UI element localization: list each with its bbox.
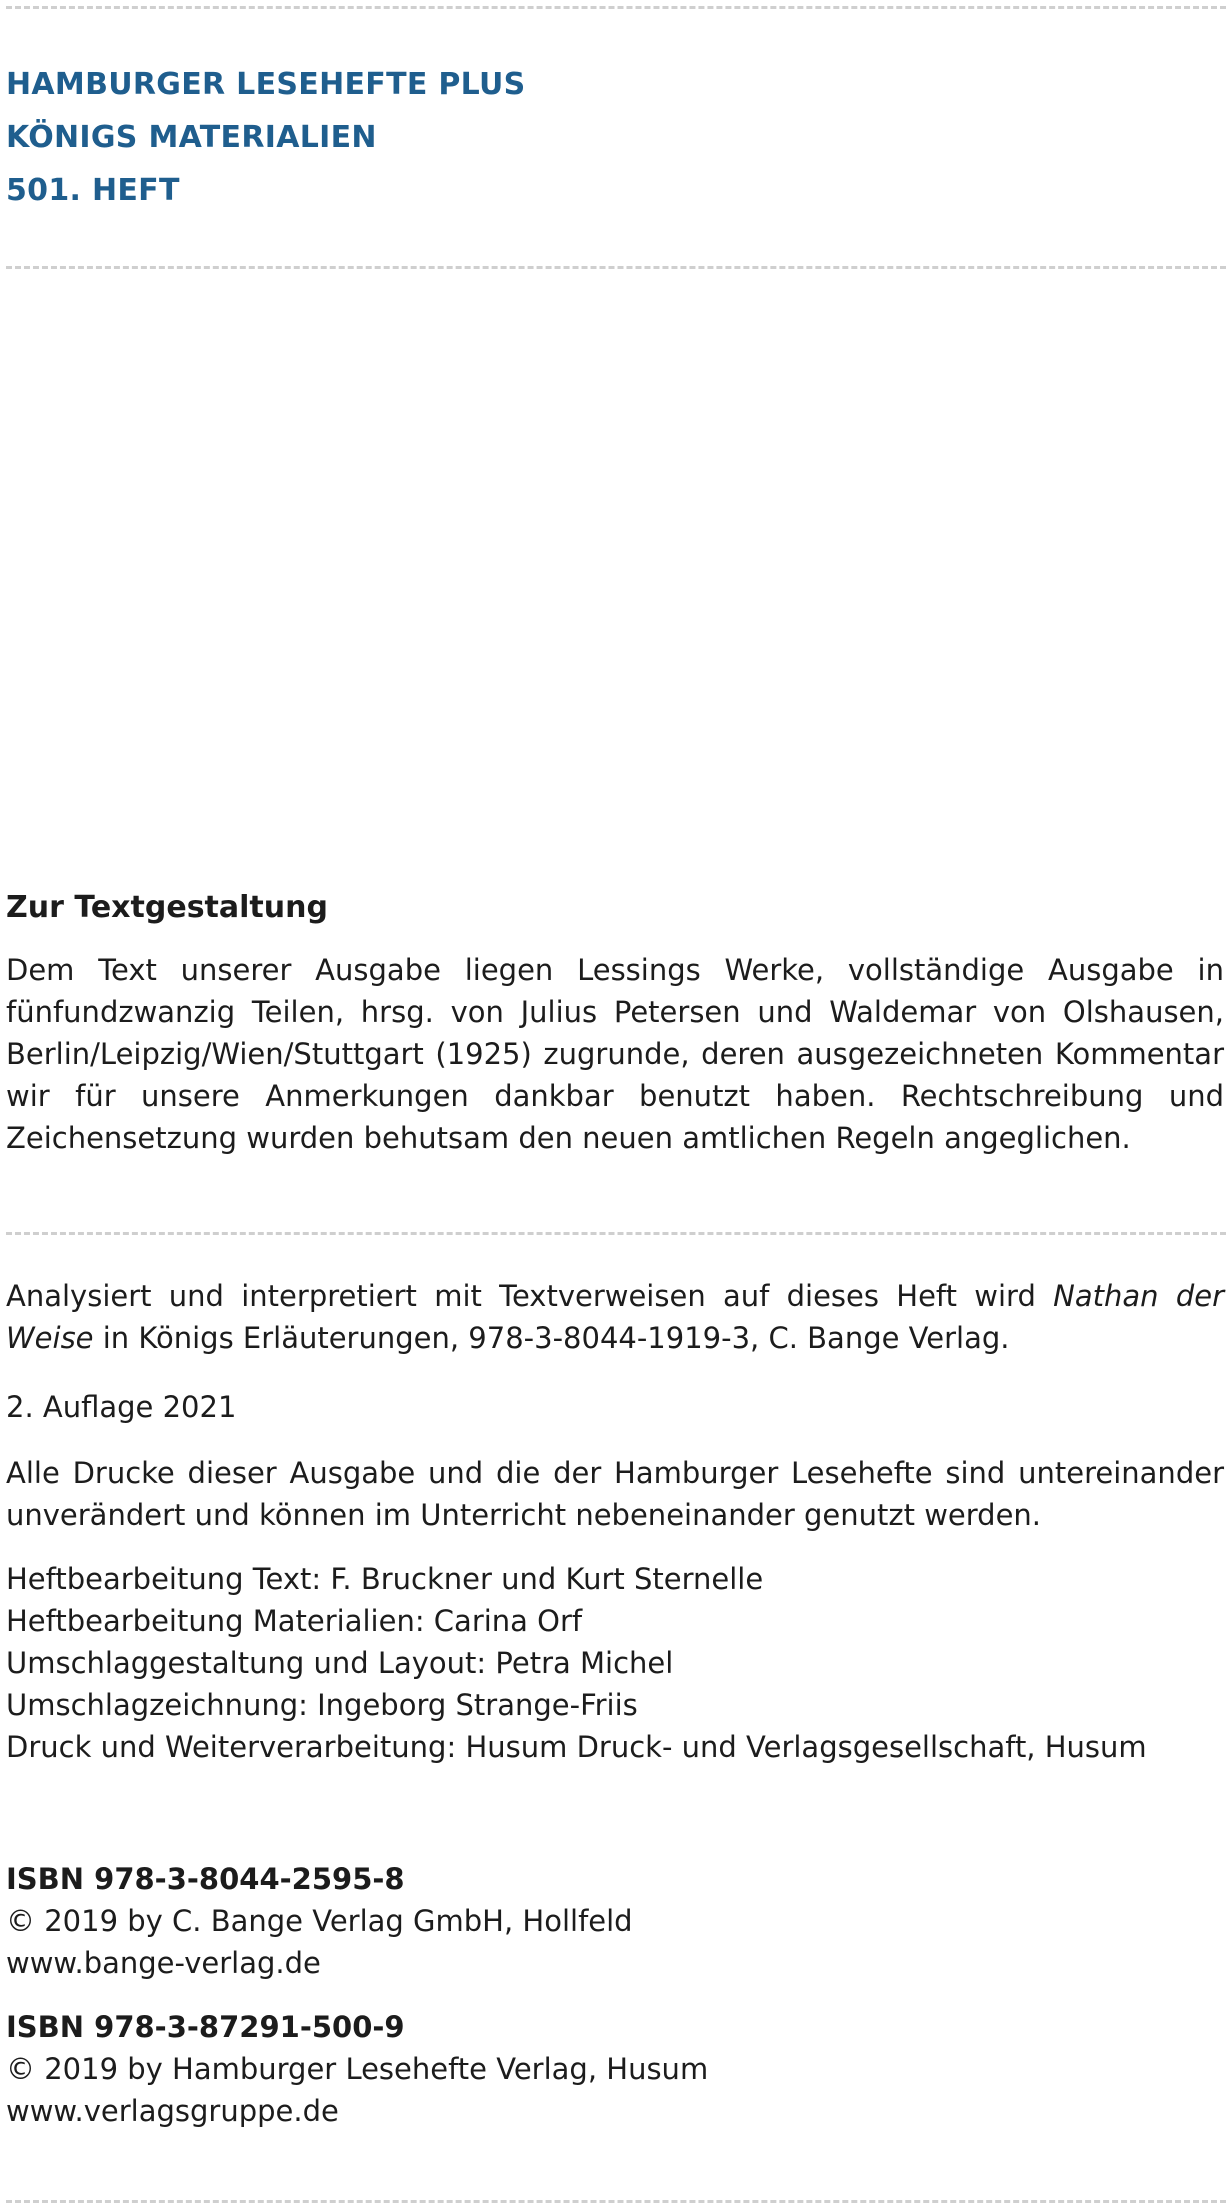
copyright: © 2019 by C. Bange Verlag GmbH, Hollfeld: [6, 1904, 633, 1938]
middle-divider: [6, 1232, 1226, 1235]
textgestaltung-body: Dem Text unserer Ausgabe liegen Lessings Werke, vollständige Ausgabe in fünfundzwanzig Teilen, hrsg. von Julius Petersen und Waldemar von Olshausen, Berlin/Leipzig/Wien/Stuttgart (1925) zugrunde, deren ausgezeichneten Kommentar wir für unsere Anmerkungen dankbar benutzt haben. Rechtschreibung und Zeichensetzung wurden behutsam den neuen amtlichen Regeln angeglichen.: [6, 953, 1224, 1155]
analysis-text-after: in Königs Erläuterungen, 978-3-8044-1919-3, C. Bange Verlag.: [93, 1321, 1010, 1355]
publisher-bange: [6, 1858, 1224, 1984]
issue-number: 501. HEFT: [6, 173, 180, 208]
credit-line: Heftbearbeitung Materialien: Carina Orf: [6, 1604, 583, 1638]
analysis-text-before: Analysiert und interpretiert mit Textverweisen auf dieses Heft wird: [6, 1279, 1054, 1313]
analysis-note: [6, 1275, 1224, 1359]
website-link: www.bange-verlag.de: [6, 1946, 321, 1980]
credits-list: [6, 1558, 1224, 1768]
series-title: HAMBURGER LESEHEFTE PLUS: [6, 67, 526, 102]
website-link: www.verlagsgruppe.de: [6, 2094, 339, 2128]
credit-line: Druck und Weiterverarbeitung: Husum Druck- und Verlagsgesellschaft, Husum: [6, 1730, 1147, 1764]
copyright: © 2019 by Hamburger Lesehefte Verlag, Husum: [6, 2052, 709, 2086]
credit-line: Umschlagzeichnung: Ingeborg Strange-Friis: [6, 1688, 638, 1722]
section-heading: Zur Textgestaltung: [6, 890, 328, 925]
publisher-hamburger: [6, 2006, 1224, 2132]
credit-line: Heftbearbeitung Text: F. Bruckner und Kurt Sternelle: [6, 1562, 764, 1596]
prints-note: Alle Drucke dieser Ausgabe und die der Hamburger Lesehefte sind untereinander unverändert und können im Unterricht nebeneinander genutzt werden.: [6, 1456, 1224, 1532]
analysis-text: [6, 1275, 1224, 1359]
bottom-divider: [6, 2200, 1226, 2203]
work-title: Nathan der Weise: [6, 1279, 1224, 1355]
top-divider: [6, 6, 1226, 9]
isbn: ISBN 978-3-87291-500-9: [6, 2010, 405, 2044]
isbn: ISBN 978-3-8044-2595-8: [6, 1862, 405, 1896]
credit-line: Umschlaggestaltung und Layout: Petra Michel: [6, 1646, 674, 1680]
textgestaltung-section: [6, 887, 1224, 1159]
series-subtitle: KÖNIGS MATERIALIEN: [6, 120, 377, 155]
series-header: [6, 58, 526, 217]
edition-note: 2. Auflage 2021: [6, 1390, 237, 1424]
header-divider: [6, 266, 1226, 269]
